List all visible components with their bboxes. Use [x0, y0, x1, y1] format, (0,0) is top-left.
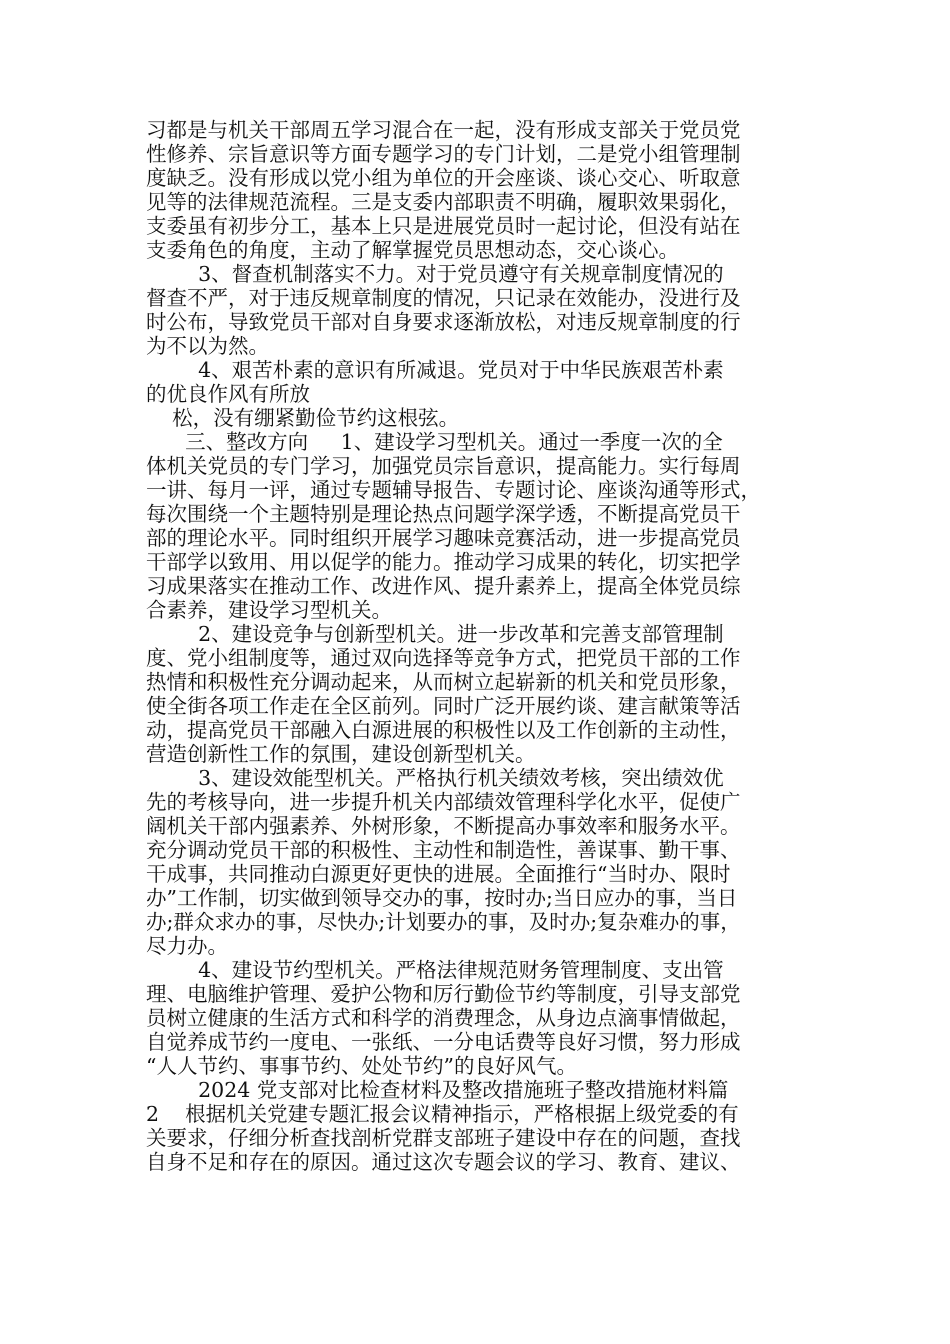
text-line: 干成事，共同推动白源更好更快的进展。全面推行“当时办、限时 [146, 862, 731, 886]
paragraph-frugal-organization [146, 958, 810, 1078]
text-line: 每次围绕一个主题特别是理论热点问题学深学透，不断提高党员干 [146, 502, 741, 526]
text-line: 阔机关干部内强素养、外树形象，不断提高办事效率和服务水平。 [146, 814, 741, 838]
text-line: 合素养，建设学习型机关。 [146, 598, 392, 622]
text-line: 支委虽有初步分工，基本上只是进展党员时一起讨论，但没有站在 [146, 214, 741, 238]
document-page [146, 118, 810, 1174]
text-line: 营造创新性工作的氛围，建设创新型机关。 [146, 742, 536, 766]
text-line: 2024 党支部对比检查材料及整改措施班子整改措施材料篇 [146, 1078, 729, 1102]
text-line: 2 根据机关党建专题汇报会议精神指示，严格根据上级党委的有 [146, 1102, 739, 1126]
text-line: “人人节约、事事节约、处处节约”的良好风气。 [146, 1054, 577, 1078]
text-line: 办;群众求办的事，尽快办;计划要办的事，及时办;复杂难办的事， [146, 910, 741, 934]
text-line: 部的理论水平。同时组织开展学习趣味竞赛活动，进一步提高党员 [146, 526, 741, 550]
text-line: 2、建设竞争与创新型机关。进一步改革和完善支部管理制 [146, 622, 724, 646]
text-line: 习成果落实在推动工作、改进作风、提升素养上，提高全体党员综 [146, 574, 741, 598]
paragraph-efficiency [146, 766, 810, 958]
text-line: 自身不足和存在的原因。通过这次专题会议的学习、教育、建议、 [146, 1150, 741, 1174]
text-line: 体机关党员的专门学习，加强党员宗旨意识，提高能力。实行每周 [146, 454, 741, 478]
text-line: 的优良作风有所放 [146, 382, 310, 406]
text-line: 办”工作制，切实做到领导交办的事，按时办;当日应办的事，当日 [146, 886, 738, 910]
text-line: 动，提高党员干部融入白源进展的积极性以及工作创新的主动性， [146, 718, 741, 742]
text-line: 督查不严，对于违反规章制度的情况，只记录在效能办，没进行及 [146, 286, 741, 310]
text-line: 松，没有绷紧勤俭节约这根弦。 [146, 406, 460, 430]
text-line: 关要求，仔细分析查找剖析党群支部班子建设中存在的问题，查找 [146, 1126, 741, 1150]
text-line: 见等的法律规范流程。三是支委内部职责不明确，履职效果弱化， [146, 190, 741, 214]
text-line: 4、艰苦朴素的意识有所减退。党员对于中华民族艰苦朴素 [146, 358, 724, 382]
text-line: 一讲、每月一评，通过专题辅导报告、专题讨论、座谈沟通等形式， [146, 478, 761, 502]
text-line: 4、建设节约型机关。严格法律规范财务管理制度、支出管 [146, 958, 724, 982]
paragraph-article-2-intro [146, 1078, 810, 1174]
text-line: 尽力办。 [146, 934, 228, 958]
text-line: 支委角色的角度，主动了解掌握党员思想动态，交心谈心。 [146, 238, 679, 262]
text-line: 度、党小组制度等，通过双向选择等竞争方式，把党员干部的工作 [146, 646, 741, 670]
text-line: 干部学以致用、用以促学的能力。推动学习成果的转化，切实把学 [146, 550, 741, 574]
text-line: 热情和积极性充分调动起来，从而树立起崭新的机关和党员形象， [146, 670, 741, 694]
text-line: 时公布，导致党员干部对自身要求逐渐放松，对违反规章制度的行 [146, 310, 741, 334]
text-line: 3、督查机制落实不力。对于党员遵守有关规章制度情况的 [146, 262, 724, 286]
text-line: 员树立健康的生活方式和科学的消费理念，从身边点滴事情做起， [146, 1006, 741, 1030]
text-line: 性修养、宗旨意识等方面专题学习的专门计划，二是党小组管理制 [146, 142, 741, 166]
text-line: 充分调动党员干部的积极性、主动性和制造性，善谋事、勤干事、 [146, 838, 741, 862]
text-line: 理、电脑维护管理、爱护公物和厉行勤俭节约等制度，引导支部党 [146, 982, 741, 1006]
text-line: 习都是与机关干部周五学习混合在一起，没有形成支部关于党员党 [146, 118, 741, 142]
paragraph-rectification-learning [146, 430, 810, 622]
text-line: 使全街各项工作走在全区前列。同时广泛开展约谈、建言献策等活 [146, 694, 741, 718]
text-line: 三、整改方向 1、建设学习型机关。通过一季度一次的全 [146, 430, 723, 454]
paragraph-supervision [146, 262, 810, 358]
text-line: 度缺乏。没有形成以党小组为单位的开会座谈、谈心交心、听取意 [146, 166, 741, 190]
text-line: 3、建设效能型机关。严格执行机关绩效考核，突出绩效优 [146, 766, 724, 790]
text-line: 先的考核导向，进一步提升机关内部绩效管理科学化水平，促使广 [146, 790, 741, 814]
paragraph-party-study [146, 118, 810, 262]
text-line: 自觉养成节约一度电、一张纸、一分电话费等良好习惯，努力形成 [146, 1030, 741, 1054]
paragraph-frugality-awareness [146, 358, 810, 430]
paragraph-innovation [146, 622, 810, 766]
text-line: 为不以为然。 [146, 334, 269, 358]
